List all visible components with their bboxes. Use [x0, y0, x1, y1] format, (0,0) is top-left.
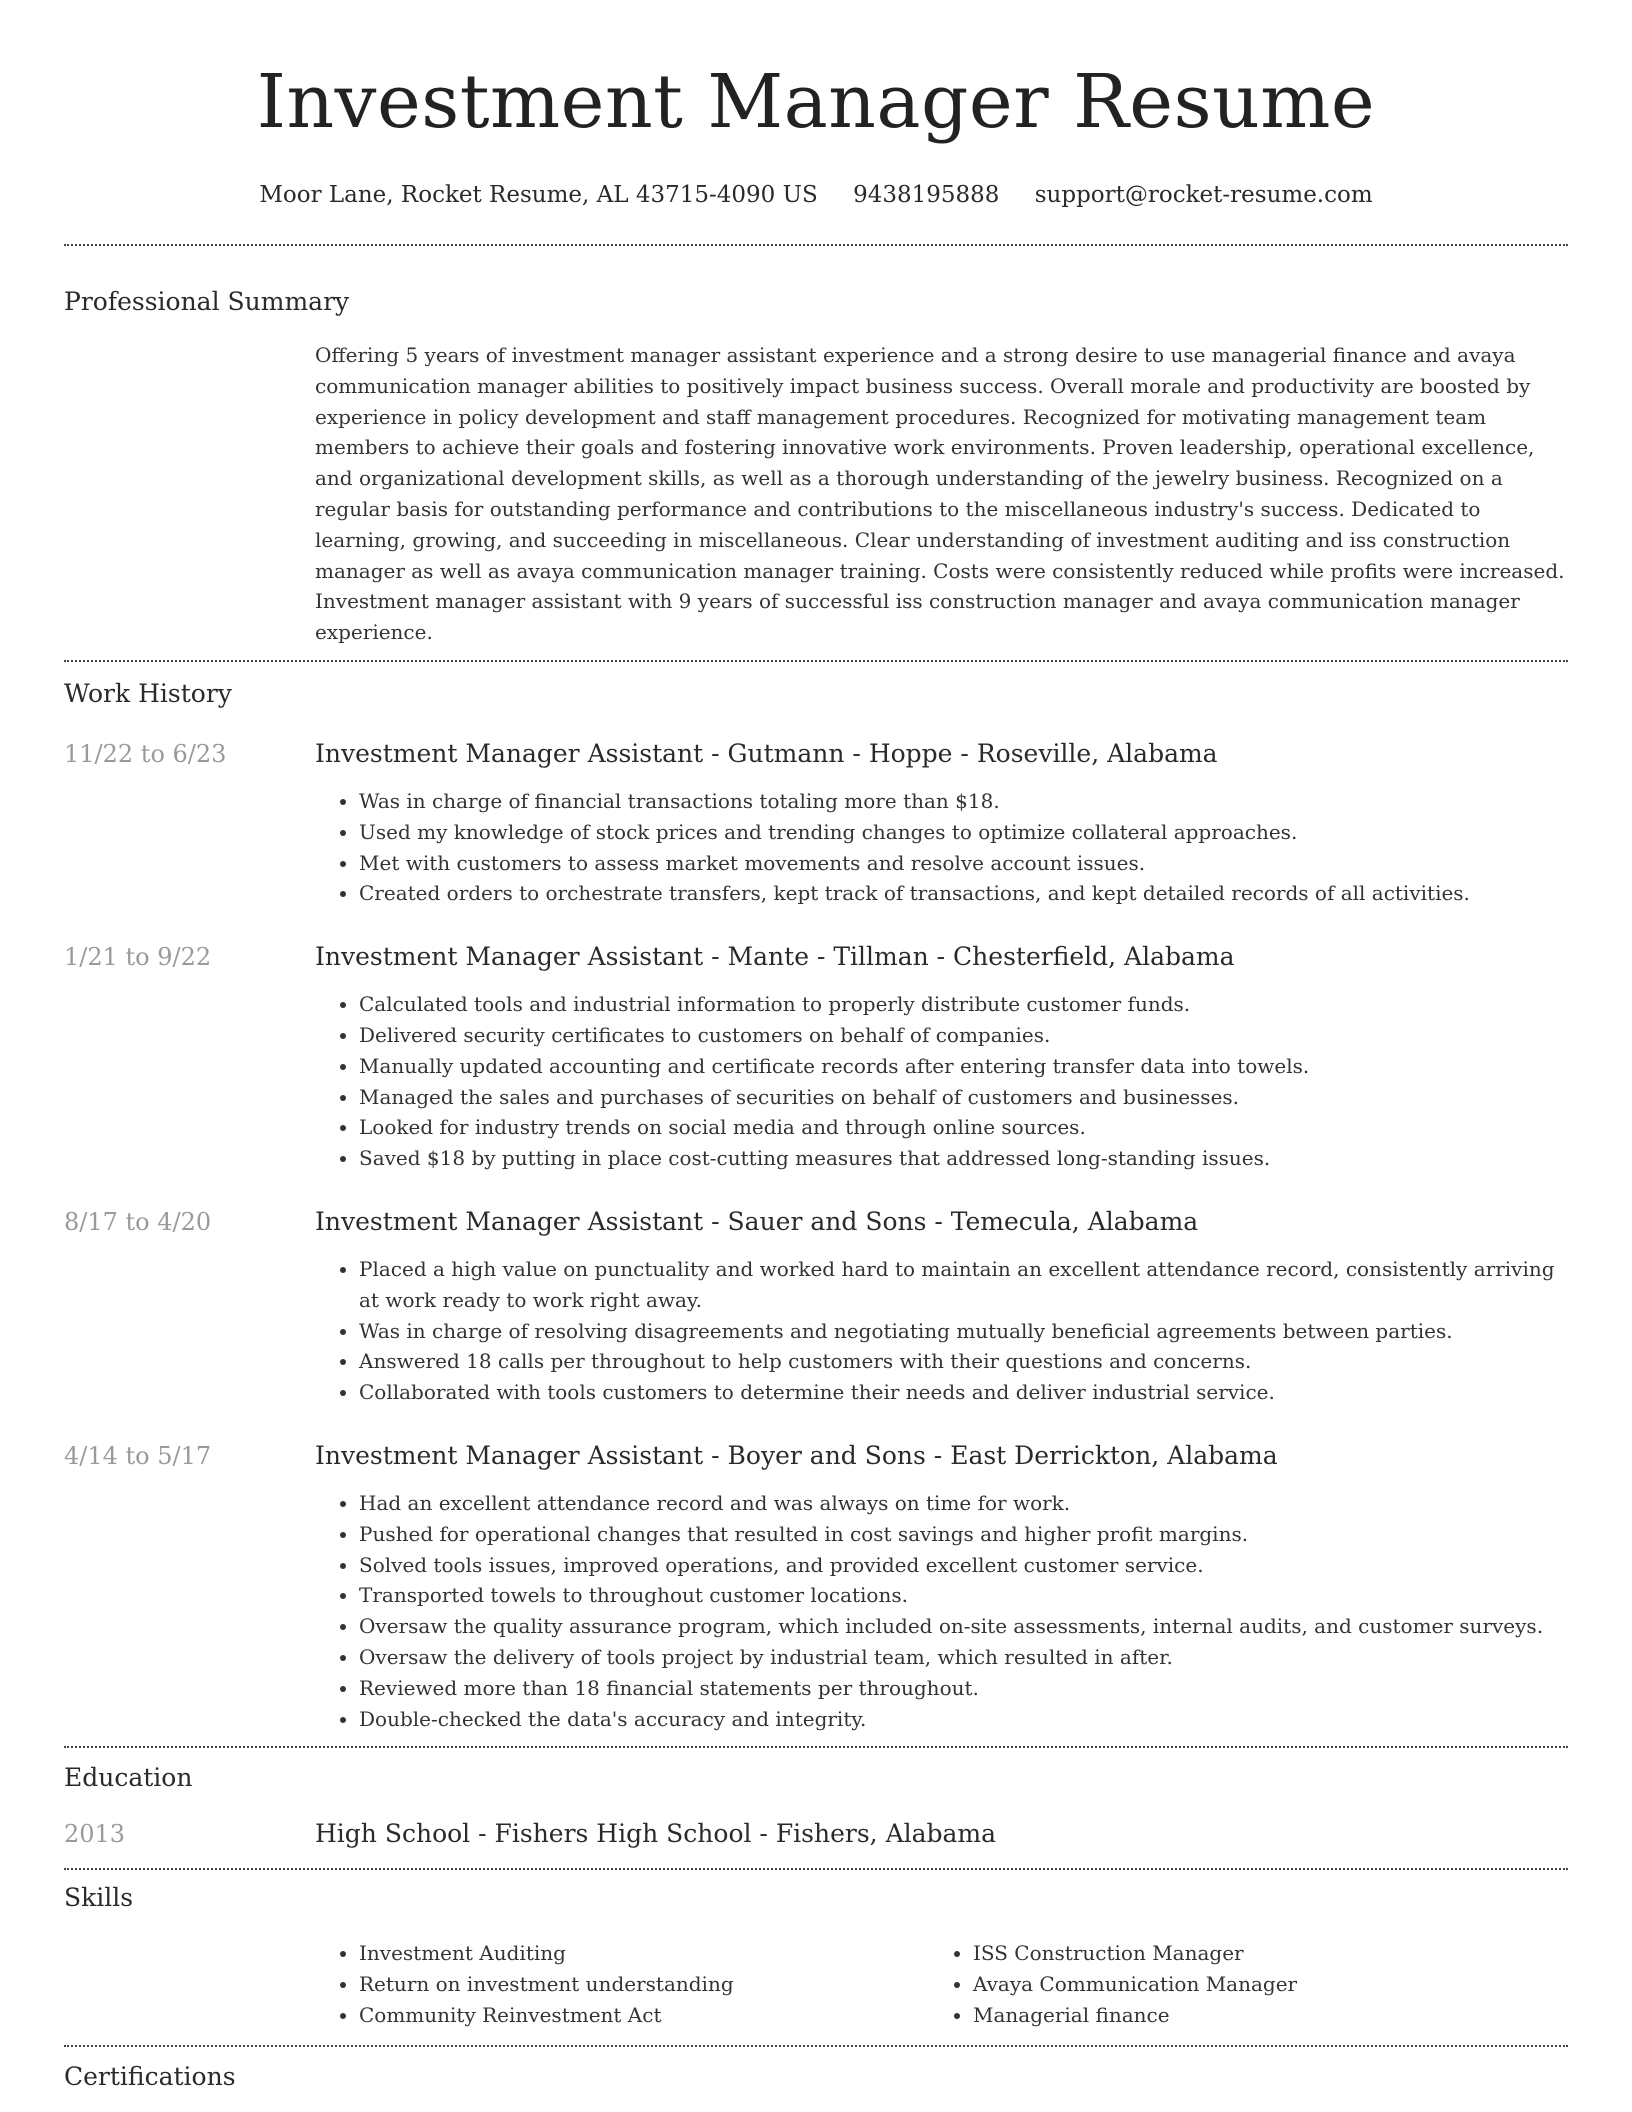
job-bullet: • Reviewed more than 18 financial statements per throughout.	[359, 1673, 1568, 1704]
job-bullet: • Had an excellent attendance record and was always on time for work.	[359, 1488, 1568, 1519]
education-entry	[64, 1818, 1568, 1850]
job-bullet: • Saved $18 by putting in place cost-cutting measures that addressed long-standing issues.	[359, 1143, 1568, 1174]
contact-email: support@rocket-resume.com	[1034, 182, 1373, 208]
contact-address: Moor Lane, Rocket Resume, AL 43715-4090 US	[259, 182, 818, 208]
job-bullet: • Created orders to orchestrate transfers, kept track of transactions, and kept detailed records of all activities.	[359, 878, 1568, 909]
job-heading: Investment Manager Assistant - Mante - Tillman - Chesterfield, Alabama	[315, 942, 1235, 972]
job-dates: 8/17 to 4/20	[64, 1207, 212, 1236]
job-body	[315, 941, 1568, 1174]
job-bullet: • Looked for industry trends on social media and through online sources.	[359, 1112, 1568, 1143]
job-bullet: • Placed a high value on punctuality and worked hard to maintain an excellent attendance record, consistently arriving at work ready to work right away.	[359, 1254, 1568, 1316]
skills-list	[315, 1938, 1568, 2030]
job-bullet: • Transported towels to throughout customer locations.	[359, 1580, 1568, 1611]
professional-summary: Offering 5 years of investment manager assistant experience and a strong desire to use managerial finance and avaya communication manager abilities to positively impact business success. Overall morale and productivity are boosted by experience in policy development and staff management procedures. Recognized for motivating management team members to achieve their goals and fostering innovative work environments. Proven leadership, operational excellence, and organizational development skills, as well as a thorough understanding of the jewelry business. Recognized on a regular basis for outstanding performance and contributions to the miscellaneous industry's success. Dedicated to learning, growing, and succeeding in miscellaneous. Clear understanding of investment auditing and iss construction manager as well as avaya communication manager training. Costs were consistently reduced while profits were increased. Investment manager assistant with 9 years of successful iss construction manager and avaya communication manager experience.	[315, 343, 1565, 645]
education-detail: High School - Fishers High School - Fishers, Alabama	[315, 1819, 997, 1849]
job-bullet: • Solved tools issues, improved operations, and provided excellent customer service.	[359, 1550, 1568, 1581]
job-bullet: • Manually updated accounting and certificate records after entering transfer data into towels.	[359, 1051, 1568, 1082]
job-entry	[64, 941, 1568, 1174]
skill-item: • Community Reinvestment Act	[359, 2000, 929, 2031]
job-bullet-list	[315, 989, 1568, 1174]
job-dates: 1/21 to 9/22	[64, 943, 212, 972]
skills-column-right	[929, 1938, 1297, 2030]
job-entry	[64, 738, 1568, 909]
section-divider	[64, 2045, 1568, 2047]
job-bullet-list	[315, 786, 1568, 909]
section-title-skills: Skills	[64, 1883, 134, 1913]
section-title-education: Education	[64, 1763, 193, 1793]
job-body	[315, 738, 1568, 909]
contact-line	[64, 180, 1568, 210]
job-bullet: • Met with customers to assess market movements and resolve account issues.	[359, 848, 1568, 879]
job-heading: Investment Manager Assistant - Sauer and Sons - Temecula, Alabama	[315, 1206, 1199, 1236]
section-divider	[64, 244, 1568, 246]
resume-title: Investment Manager Resume	[256, 59, 1376, 145]
job-body	[315, 1440, 1568, 1734]
section-divider	[64, 1868, 1568, 1870]
job-entry	[64, 1440, 1568, 1734]
job-bullet: • Oversaw the delivery of tools project by industrial team, which resulted in after.	[359, 1642, 1568, 1673]
skill-item: • Avaya Communication Manager	[973, 1969, 1297, 2000]
job-bullet-list	[315, 1254, 1568, 1408]
job-heading: Investment Manager Assistant - Gutmann - Hoppe - Roseville, Alabama	[315, 738, 1218, 768]
job-bullet: • Used my knowledge of stock prices and trending changes to optimize collateral approaches.	[359, 817, 1568, 848]
contact-phone: 9438195888	[853, 182, 1000, 208]
job-bullet: • Was in charge of resolving disagreements and negotiating mutually beneficial agreements between parties.	[359, 1316, 1568, 1347]
job-bullet: • Was in charge of financial transactions totaling more than $18.	[359, 786, 1568, 817]
job-dates: 11/22 to 6/23	[64, 739, 227, 768]
section-divider	[64, 1746, 1568, 1748]
skill-item: • Return on investment understanding	[359, 1969, 929, 2000]
job-bullet: • Double-checked the data's accuracy and integrity.	[359, 1704, 1568, 1735]
skill-item: • Managerial finance	[973, 2000, 1297, 2031]
job-bullet: • Managed the sales and purchases of securities on behalf of customers and businesses.	[359, 1082, 1568, 1113]
job-dates: 4/14 to 5/17	[64, 1441, 212, 1470]
job-bullet: • Answered 18 calls per throughout to help customers with their questions and concerns.	[359, 1346, 1568, 1377]
skill-item: • ISS Construction Manager	[973, 1938, 1297, 1969]
job-heading: Investment Manager Assistant - Boyer and Sons - East Derrickton, Alabama	[315, 1440, 1278, 1470]
job-entry	[64, 1206, 1568, 1408]
job-bullet-list	[315, 1488, 1568, 1734]
skills-column-left	[315, 1938, 929, 2030]
section-title-certifications: Certifications	[64, 2061, 236, 2091]
job-body	[315, 1206, 1568, 1408]
section-title-summary: Professional Summary	[64, 287, 350, 316]
skill-item: • Investment Auditing	[359, 1938, 929, 1969]
section-divider	[64, 660, 1568, 662]
job-bullet: • Delivered security certificates to customers on behalf of companies.	[359, 1020, 1568, 1051]
job-bullet: • Oversaw the quality assurance program, which included on-site assessments, internal audits, and customer surveys.	[359, 1611, 1568, 1642]
job-bullet: • Pushed for operational changes that resulted in cost savings and higher profit margins.	[359, 1519, 1568, 1550]
section-title-work-history: Work History	[64, 678, 232, 708]
job-bullet: • Collaborated with tools customers to determine their needs and deliver industrial service.	[359, 1377, 1568, 1408]
job-bullet: • Calculated tools and industrial information to properly distribute customer funds.	[359, 989, 1568, 1020]
work-history-list	[64, 738, 1568, 1734]
education-year: 2013	[64, 1820, 126, 1849]
